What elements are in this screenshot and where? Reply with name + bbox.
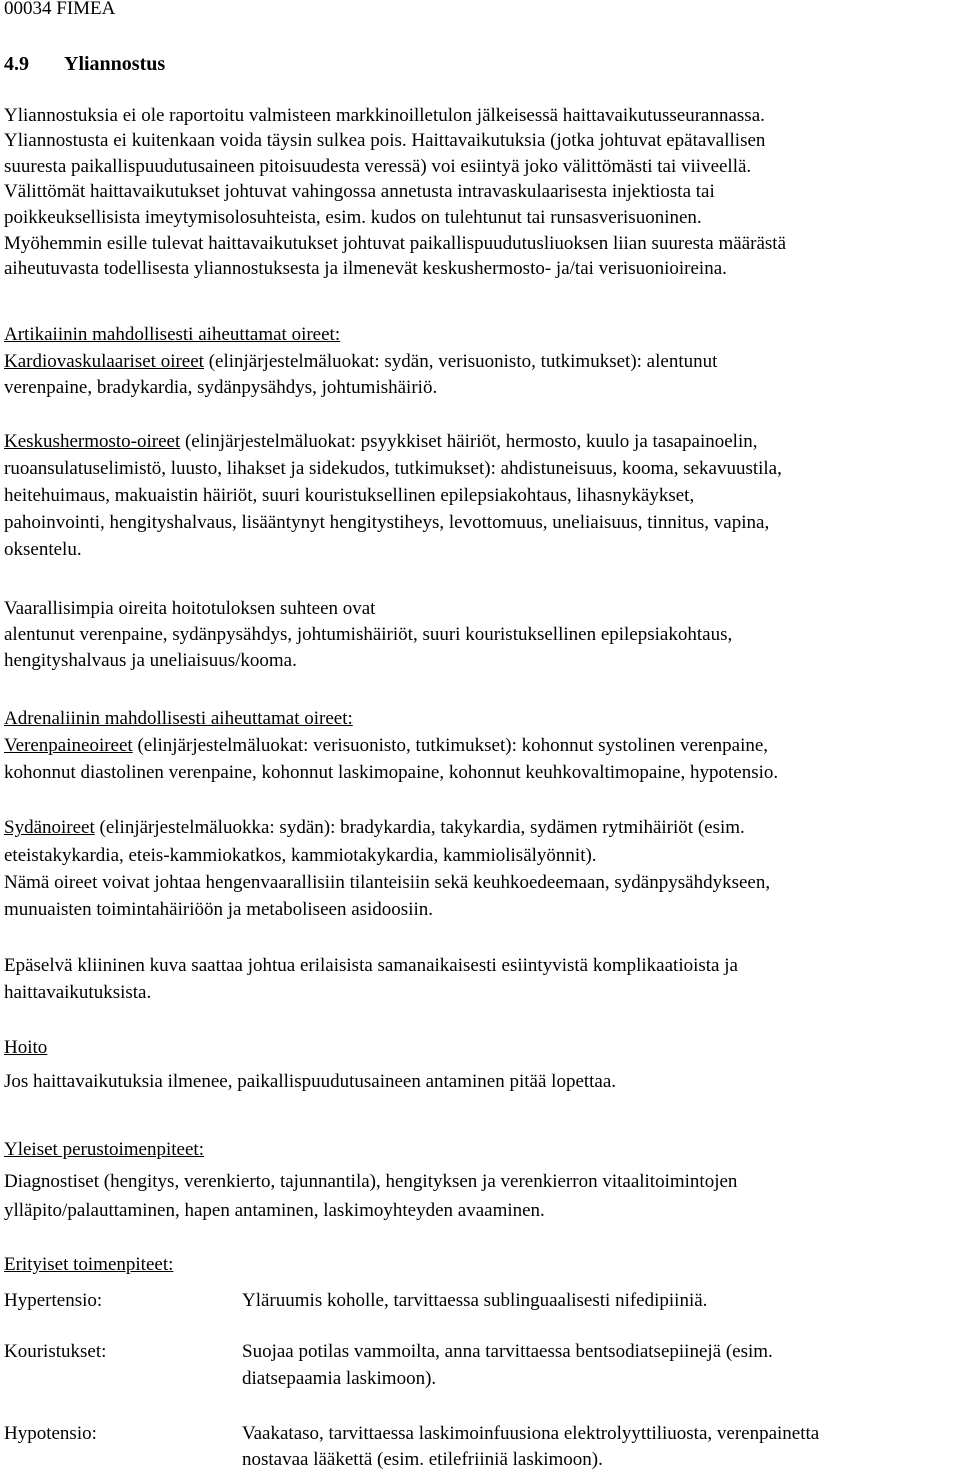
text-line: suuresta paikallispuudutusaineen pitoisuudesta veressä) voi esiintyä joko välittömästi tai viiveellä. [4,156,752,177]
text-line: oksentelu. [4,539,82,560]
measure-text-hypertension: Yläruumis koholle, tarvittaessa sublinguaalisesti nifedipiiniä. [242,1290,708,1311]
text-line: poikkeuksellisista imeytymisolosuhteista, esim. kudos on tulehtunut tai runsasverisuoninen. [4,207,702,228]
text-line: Jos haittavaikutuksia ilmenee, paikallispuudutusaineen antaminen pitää lopettaa. [4,1071,617,1092]
section-heading [4,51,165,77]
text-line: Diagnostiset (hengitys, verenkierto, tajunnantila), hengityksen ja verenkierron vitaalitoimintojen [4,1171,738,1192]
text-line: Epäselvä kliininen kuva saattaa johtua erilaisista samanaikaisesti esiintyvistä komplikaatioista ja [4,955,738,976]
treatment-heading: Hoito [4,1037,48,1058]
cns-line [4,429,758,455]
text-line: ylläpito/palauttaminen, hapen antaminen, laskimoyhteyden avaaminen. [4,1200,545,1221]
text-line: hengityshalvaus ja uneliaisuus/kooma. [4,650,297,671]
text-line: eteistakykardia, eteis-kammiokatkos, kammiotakykardia, kammiolisälyönnit). [4,845,597,866]
text-line: heitehuimaus, makuaistin häiriöt, suuri kouristuksellinen epilepsiakohtaus, lihasnykäykset, [4,485,695,506]
text-line: ruoansulatuselimistö, luusto, lihakset ja sidekudos, tutkimukset): ahdistuneisuus, kooma, sekavuustila, [4,458,782,479]
measure-label-hypotension: Hypotensio: [4,1423,97,1444]
cardio-line [4,349,717,375]
text-line: Yliannostuksia ei ole raportoitu valmisteen markkinoilletulon jälkeisessä haittavaikutusseurannassa. [4,105,765,126]
text-line: Yliannostusta ei kuitenkaan voida täysin sulkea pois. Haittavaikutuksia (jotka johtuvat epätavallisen [4,130,766,151]
heart-text: (elinjärjestelmäluokka: sydän): bradykardia, takykardia, sydämen rytmihäiriöt (esim. [94,817,745,838]
text-line: Välittömät haittavaikutukset johtuvat vahingossa annetusta intravaskulaarisesta injektiosta tai [4,181,715,202]
adrenaline-heading: Adrenaliinin mahdollisesti aiheuttamat oireet: [4,708,353,729]
cns-text: (elinjärjestelmäluokat: psyykkiset häiriöt, hermosto, kuulo ja tasapainoelin, [180,431,758,452]
heart-term: Sydänoireet [4,817,95,838]
text-line: alentunut verenpaine, sydänpysähdys, johtumishäiriöt, suuri kouristuksellinen epilepsiakohtaus, [4,624,733,645]
document-id: 00034 FIMEA [4,0,116,19]
measure-text-seizures: Suojaa potilas vammoilta, anna tarvittaessa bentsodiatsepiinejä (esim. [242,1341,773,1362]
text-line: Vaarallisimpia oireita hoitotuloksen suhteen ovat [4,598,376,619]
cns-term: Keskushermosto-oireet [4,431,181,452]
text-line: pahoinvointi, hengityshalvaus, lisääntynyt hengitystiheys, levottomuus, uneliaisuus, tinnitus, vapina, [4,512,770,533]
text-line: Myöhemmin esille tulevat haittavaikutukset johtuvat paikallispuudutusliuoksen liian suuresta määrästä [4,233,787,254]
section-number: 4.9 [4,53,29,75]
measure-text-hypotension: Vaakataso, tarvittaessa laskimoinfuusiona elektrolyyttiliuosta, verenpainetta [242,1423,820,1444]
text-line: verenpaine, bradykardia, sydänpysähdys, johtumishäiriö. [4,377,438,398]
heart-line [4,815,745,841]
specific-measures-heading: Erityiset toimenpiteet: [4,1254,174,1275]
general-measures-heading: Yleiset perustoimenpiteet: [4,1139,204,1160]
measure-text-hypotension-cont: nostavaa lääkettä (esim. etilefriiniä laskimoon). [242,1449,603,1470]
bp-line [4,733,768,759]
cardio-text: (elinjärjestelmäluokat: sydän, verisuonisto, tutkimukset): alentunut [203,351,718,372]
articaine-heading: Artikaiinin mahdollisesti aiheuttamat oireet: [4,324,341,345]
cardio-term: Kardiovaskulaariset oireet [4,351,204,372]
text-line: munuaisten toimintahäiriöön ja metaboliseen asidoosiin. [4,899,434,920]
text-line: kohonnut diastolinen verenpaine, kohonnut laskimopaine, kohonnut keuhkovaltimopaine, hypotensio. [4,762,779,783]
measure-text-seizures-cont: diatsepaamia laskimoon). [242,1368,437,1389]
measure-label-hypertension: Hypertensio: [4,1290,103,1311]
bp-term: Verenpaineoireet [4,735,133,756]
section-title: Yliannostus [64,53,166,75]
measure-label-seizures: Kouristukset: [4,1341,107,1362]
text-line: Nämä oireet voivat johtaa hengenvaarallisiin tilanteisiin sekä keuhkoedeemaan, sydänpysähdykseen, [4,872,771,893]
bp-text: (elinjärjestelmäluokat: verisuonisto, tutkimukset): kohonnut systolinen verenpaine, [132,735,769,756]
text-line: aiheutuvasta todellisesta yliannostuksesta ja ilmenevät keskushermosto- ja/tai verisuonioireina. [4,258,727,279]
text-line: haittavaikutuksista. [4,982,152,1003]
